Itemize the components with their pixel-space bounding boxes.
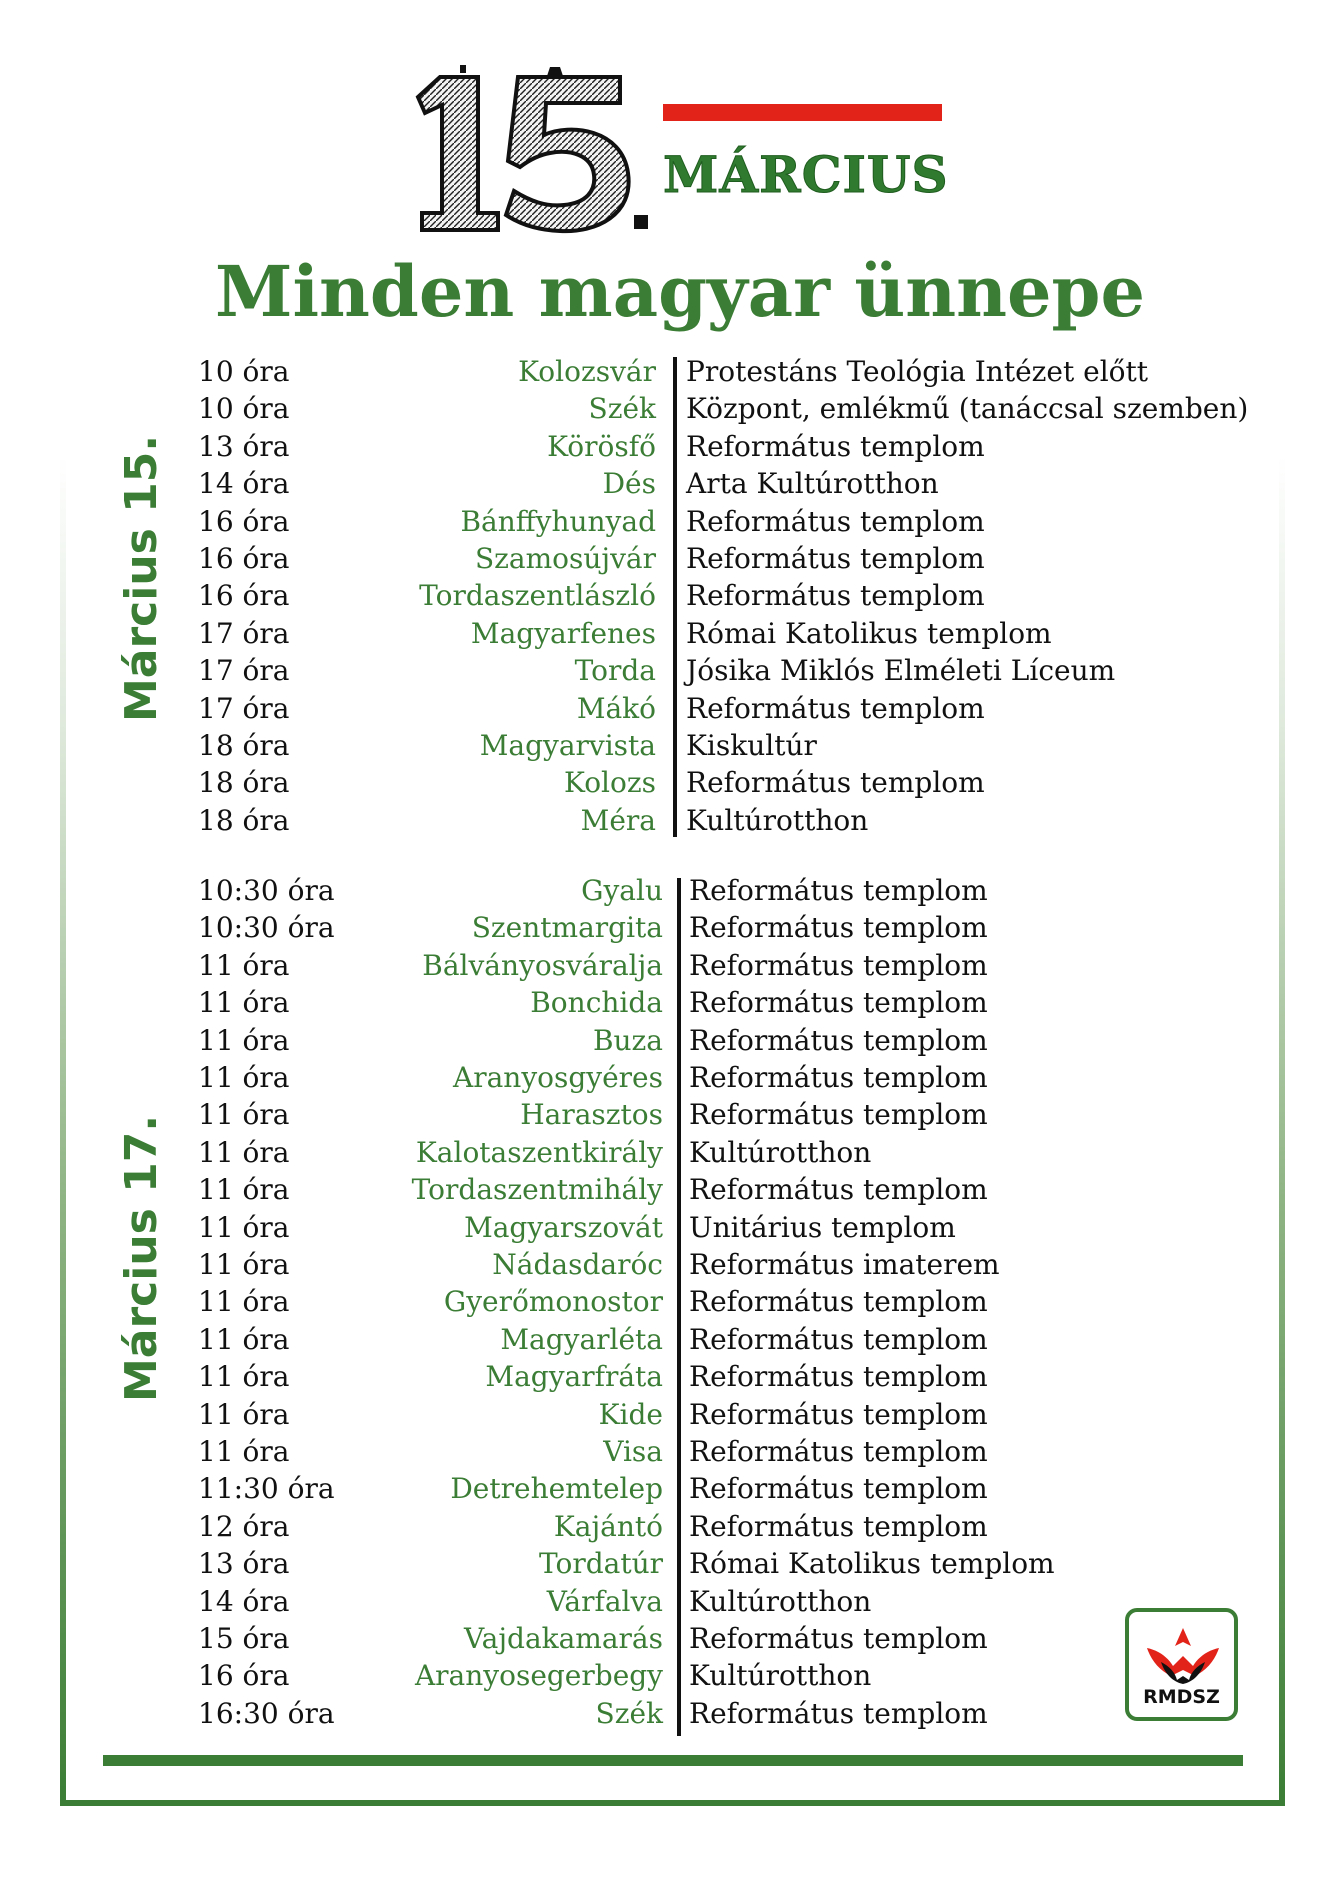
schedule-row [0, 872, 1343, 909]
schedule-row [0, 1283, 1343, 1320]
event-venue: Református templom [689, 1061, 988, 1094]
event-place: Bonchida [530, 986, 663, 1020]
bottom-divider-bar [103, 1755, 1243, 1766]
event-time: 18 óra [198, 803, 290, 837]
event-venue: Központ, emlékmű (tanáccsal szemben) [686, 392, 1249, 426]
event-place: Szamosújvár [474, 542, 656, 575]
event-venue: Református templom [686, 691, 985, 725]
event-time: 10 óra [198, 392, 290, 426]
schedule-row [0, 577, 1343, 614]
schedule-row [0, 428, 1343, 465]
date-label-march-15: Március 15. [116, 434, 167, 722]
event-place: Szék [595, 1696, 663, 1730]
schedule-row [0, 1134, 1343, 1171]
schedule-row [0, 909, 1343, 946]
event-venue: Református templom [686, 429, 985, 463]
event-venue: Római Katolikus templom [686, 616, 1052, 650]
event-time: 11 óra [198, 1360, 290, 1394]
schedule-row [0, 390, 1343, 427]
event-venue: Református templom [689, 1023, 988, 1057]
event-venue: Református templom [689, 1322, 988, 1356]
event-place: Dés [602, 467, 656, 501]
schedule-row [0, 1059, 1343, 1096]
event-venue: Kultúrotthon [686, 803, 869, 837]
event-venue: Római Katolikus templom [689, 1547, 1055, 1581]
event-venue: Arta Kultúrotthon [686, 467, 939, 501]
event-venue: Református templom [689, 1360, 988, 1394]
event-place: Méra [580, 803, 656, 837]
event-venue: Kiskultúr [686, 729, 817, 762]
event-time: 17 óra [198, 691, 290, 725]
schedule-row [0, 690, 1343, 727]
event-place: Buza [592, 1023, 663, 1057]
event-place: Gyalu [581, 874, 663, 907]
event-venue: Református templom [689, 1622, 988, 1655]
event-place: Visa [603, 1435, 663, 1468]
event-place: Kalotaszentkirály [415, 1135, 663, 1169]
event-place: Nádasdaróc [492, 1248, 663, 1281]
event-venue: Református templom [689, 1435, 988, 1468]
event-place: Szék [588, 392, 656, 426]
schedule-row [0, 1022, 1343, 1059]
schedule-row [0, 615, 1343, 652]
event-time: 11 óra [198, 1173, 290, 1207]
event-place: Tordaszentlászló [419, 579, 656, 613]
schedule-row [0, 353, 1343, 390]
event-time: 10 óra [198, 355, 290, 388]
event-place: Mákó [576, 691, 656, 725]
schedule-row [0, 947, 1343, 984]
schedule-row [0, 727, 1343, 764]
event-time: 18 óra [198, 766, 290, 800]
schedule-row [0, 1096, 1343, 1133]
event-place: Kolozs [564, 766, 656, 800]
event-time: 16 óra [198, 504, 290, 538]
event-time: 17 óra [198, 654, 290, 688]
event-venue: Protestáns Teológia Intézet előtt [686, 355, 1149, 388]
event-venue: Református templom [689, 1472, 988, 1506]
event-place: Magyarvista [479, 729, 656, 762]
schedule-row [0, 1470, 1343, 1507]
frame-bottom-edge [60, 1800, 1285, 1806]
event-venue: Református templom [689, 986, 988, 1020]
event-place: Kide [598, 1397, 663, 1431]
event-place: Kolozsvár [518, 355, 656, 388]
schedule-row [0, 1545, 1343, 1582]
schedule-row [0, 1508, 1343, 1545]
event-place: Várfalva [546, 1584, 663, 1618]
event-time: 11 óra [198, 1322, 290, 1356]
event-venue: Református templom [689, 1173, 988, 1207]
event-time: 11 óra [198, 986, 290, 1020]
event-venue: Református templom [689, 1509, 988, 1543]
event-time: 13 óra [198, 429, 290, 463]
event-time: 14 óra [198, 467, 290, 501]
event-venue: Református templom [689, 1696, 988, 1730]
event-venue: Református templom [689, 1285, 988, 1319]
schedule-row [0, 984, 1343, 1021]
event-time: 11 óra [198, 1248, 290, 1281]
event-place: Bánffyhunyad [460, 504, 656, 538]
event-time: 10:30 óra [198, 874, 335, 907]
event-venue: Kultúrotthon [689, 1584, 872, 1618]
event-venue: Református templom [686, 766, 985, 800]
event-time: 16 óra [198, 579, 290, 613]
event-venue: Kultúrotthon [689, 1135, 872, 1169]
month-title: MÁRCIUS [663, 145, 949, 204]
event-place: Magyarléta [500, 1322, 663, 1356]
schedule-row [0, 1171, 1343, 1208]
event-place: Torda [574, 654, 656, 688]
event-place: Harasztos [520, 1098, 663, 1132]
schedule-row [0, 1209, 1343, 1246]
event-place: Aranyosegerbegy [414, 1659, 663, 1693]
schedule-row [0, 1396, 1343, 1433]
event-time: 11 óra [198, 1023, 290, 1057]
schedule-row [0, 465, 1343, 502]
event-time: 17 óra [198, 616, 290, 650]
event-venue: Kultúrotthon [689, 1659, 872, 1693]
event-place: Bálványosváralja [422, 948, 663, 982]
event-place: Körösfő [547, 429, 656, 463]
event-place: Vajdakamarás [464, 1622, 663, 1655]
event-venue: Unitárius templom [689, 1210, 956, 1244]
date-label-march-17: Március 17. [116, 1114, 167, 1402]
event-venue: Református templom [686, 579, 985, 613]
event-time: 15 óra [198, 1622, 290, 1655]
schedule-row [0, 1358, 1343, 1395]
event-venue: Református templom [689, 948, 988, 982]
event-venue: Református templom [689, 1098, 988, 1132]
event-time: 11 óra [198, 1397, 290, 1431]
event-time: 11 óra [198, 1061, 290, 1094]
event-time: 11 óra [198, 1098, 290, 1132]
event-time: 16:30 óra [198, 1696, 335, 1730]
event-venue: Református templom [686, 504, 985, 538]
schedule-row [0, 503, 1343, 540]
event-time: 11 óra [198, 948, 290, 982]
event-time: 16 óra [198, 542, 290, 575]
schedule-row [0, 1433, 1343, 1470]
event-time: 11 óra [198, 1435, 290, 1468]
event-time: 14 óra [198, 1584, 290, 1618]
event-time: 11 óra [198, 1285, 290, 1319]
event-place: Magyarszovát [464, 1210, 663, 1244]
event-time: 18 óra [198, 729, 290, 762]
event-time: 12 óra [198, 1509, 290, 1543]
event-venue: Református templom [686, 542, 985, 575]
event-venue: Református templom [689, 874, 988, 907]
page-title: Minden magyar ünnepe [214, 250, 1146, 333]
schedule-row [0, 1321, 1343, 1358]
event-place: Szentmargita [471, 911, 663, 945]
logo-15-illustration [400, 65, 662, 235]
schedule-row [0, 652, 1343, 689]
event-place: Tordatúr [538, 1547, 663, 1581]
event-time: 11 óra [198, 1135, 290, 1169]
event-time: 11 óra [198, 1210, 290, 1244]
event-venue: Református imaterem [689, 1248, 1000, 1281]
event-venue: Református templom [689, 1397, 988, 1431]
schedule-row [0, 540, 1343, 577]
event-venue: Jósika Miklós Elméleti Líceum [686, 654, 1116, 688]
event-place: Tordaszentmihály [411, 1173, 663, 1207]
event-time: 16 óra [198, 1659, 290, 1693]
red-accent-bar [663, 104, 942, 121]
event-venue: Református templom [689, 911, 988, 945]
schedule-row [0, 1246, 1343, 1283]
tulip-crown-icon [1143, 1626, 1223, 1686]
event-time: 13 óra [198, 1547, 290, 1581]
rmdsz-logo-text: RMDSZ [1143, 1686, 1220, 1708]
schedule-row [0, 802, 1343, 839]
event-place: Gyerőmonostor [443, 1285, 663, 1319]
event-time: 10:30 óra [198, 911, 335, 945]
event-place: Magyarfráta [485, 1360, 663, 1394]
event-place: Aranyosgyéres [452, 1061, 663, 1094]
event-time: 11:30 óra [198, 1472, 335, 1506]
schedule-row [0, 764, 1343, 801]
event-place: Magyarfenes [470, 616, 656, 650]
event-place: Detrehemtelep [450, 1472, 663, 1506]
rmdsz-logo [1125, 1608, 1238, 1721]
event-place: Kajántó [553, 1509, 663, 1543]
